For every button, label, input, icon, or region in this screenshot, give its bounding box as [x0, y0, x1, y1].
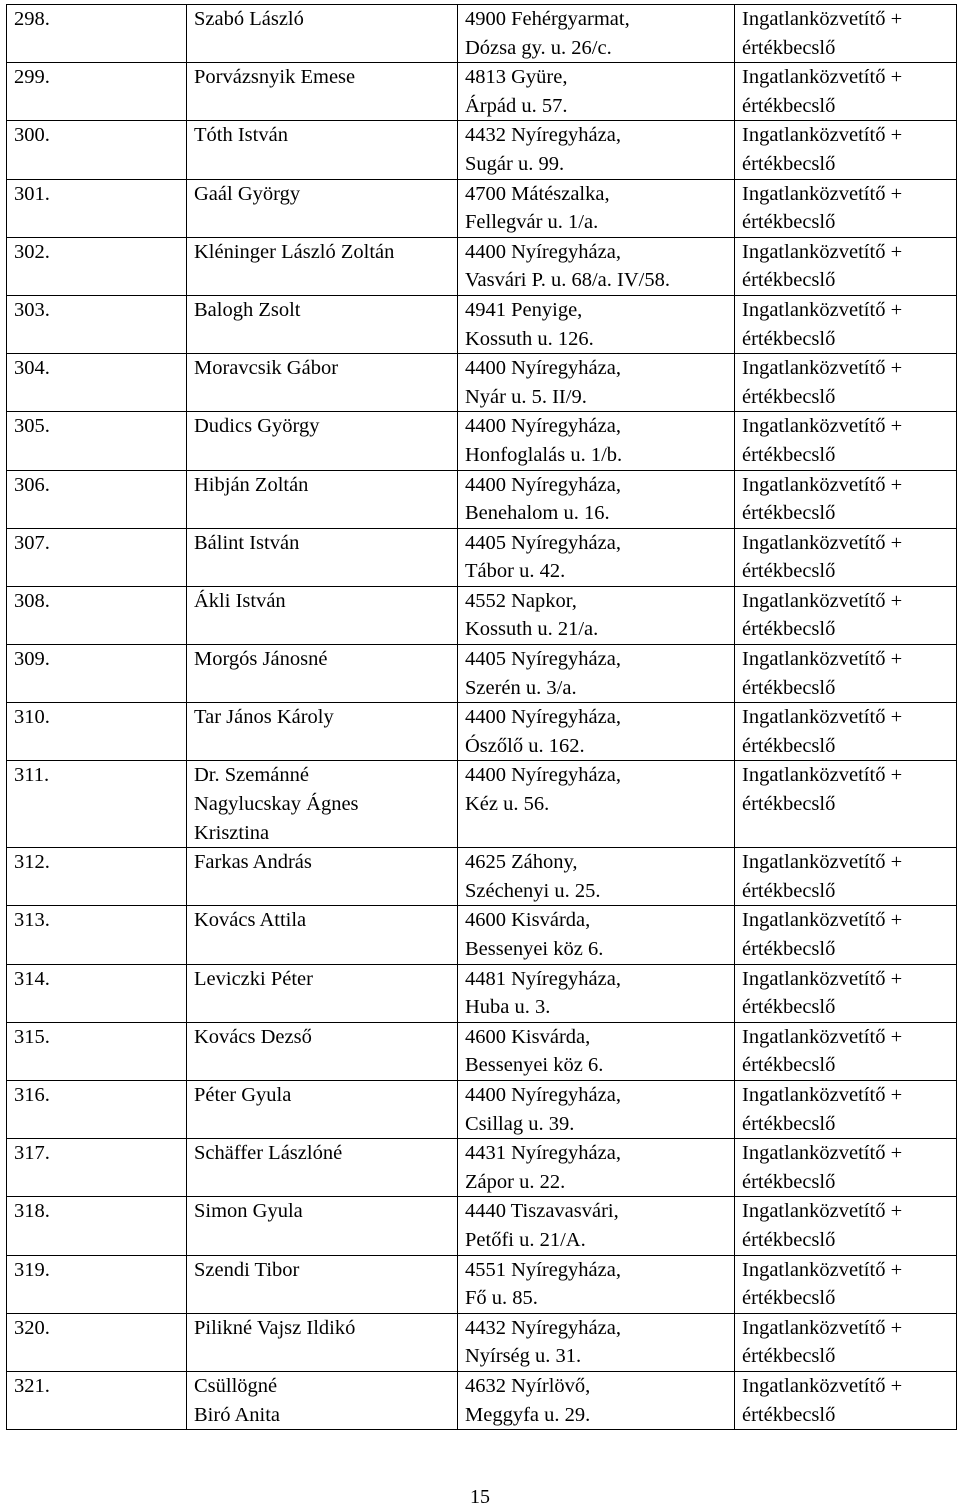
address-line: Bessenyei köz 6. [465, 1054, 604, 1077]
address-cell [458, 354, 735, 412]
qualification-cell [735, 412, 957, 470]
address-cell [458, 848, 735, 906]
qualification-line: Ingatlanközvetítő + [742, 124, 903, 147]
qualification-line: értékbecslő [742, 211, 836, 234]
table-row [7, 645, 957, 703]
qualification-line: értékbecslő [742, 36, 836, 59]
person-name-line: Simon Gyula [194, 1200, 303, 1223]
table-row [7, 412, 957, 470]
table-row [7, 1080, 957, 1138]
qualification-cell [735, 354, 957, 412]
address-cell [458, 1313, 735, 1371]
address-line: Petőfi u. 21/A. [465, 1228, 586, 1251]
table-row [7, 964, 957, 1022]
table-row [7, 179, 957, 237]
qualification-line: Ingatlanközvetítő + [742, 1083, 903, 1106]
qualification-cell [735, 1313, 957, 1371]
person-name-line: Balogh Zsolt [194, 298, 301, 321]
registry-table [6, 4, 957, 1430]
qualification-line: Ingatlanközvetítő + [742, 182, 903, 205]
address-line: Tábor u. 42. [465, 560, 566, 583]
row-number: 310. [7, 703, 187, 761]
person-name-cell [187, 645, 458, 703]
qualification-line: értékbecslő [742, 443, 836, 466]
address-line: Benehalom u. 16. [465, 502, 610, 525]
row-number: 317. [7, 1139, 187, 1197]
person-name-line: Kovács Dezső [194, 1025, 312, 1048]
table-row [7, 470, 957, 528]
qualification-line: értékbecslő [742, 734, 836, 757]
address-line: Kossuth u. 126. [465, 327, 594, 350]
row-number: 311. [7, 761, 187, 848]
address-line: 4400 Nyíregyháza, [465, 357, 621, 380]
person-name-line: Kovács Attila [194, 909, 307, 932]
qualification-line: Ingatlanközvetítő + [742, 1258, 903, 1281]
qualification-cell [735, 761, 957, 848]
address-line: 4400 Nyíregyháza, [465, 240, 621, 263]
qualification-line: Ingatlanközvetítő + [742, 589, 903, 612]
address-cell [458, 412, 735, 470]
person-name-cell [187, 1080, 458, 1138]
qualification-cell [735, 1022, 957, 1080]
address-line: Meggyfa u. 29. [465, 1403, 591, 1426]
address-cell [458, 645, 735, 703]
person-name-cell [187, 528, 458, 586]
address-cell [458, 179, 735, 237]
qualification-cell [735, 1080, 957, 1138]
address-line: 4600 Kisvárda, [465, 1025, 591, 1048]
qualification-cell [735, 1371, 957, 1429]
person-name-cell [187, 121, 458, 179]
address-line: Fő u. 85. [465, 1287, 538, 1310]
person-name-cell [187, 1255, 458, 1313]
qualification-line: Ingatlanközvetítő + [742, 909, 903, 932]
row-number: 320. [7, 1313, 187, 1371]
table-row [7, 703, 957, 761]
qualification-line: Ingatlanközvetítő + [742, 66, 903, 89]
qualification-cell [735, 964, 957, 1022]
row-number: 316. [7, 1080, 187, 1138]
qualification-cell [735, 5, 957, 63]
qualification-line: Ingatlanközvetítő + [742, 706, 903, 729]
qualification-line: értékbecslő [742, 152, 836, 175]
person-name-line: Biró Anita [194, 1403, 280, 1426]
address-line: Szerén u. 3/a. [465, 676, 577, 699]
qualification-line: értékbecslő [742, 502, 836, 525]
address-line: 4431 Nyíregyháza, [465, 1142, 621, 1165]
row-number: 303. [7, 295, 187, 353]
qualification-line: értékbecslő [742, 560, 836, 583]
qualification-line: Ingatlanközvetítő + [742, 531, 903, 554]
address-line: Sugár u. 99. [465, 152, 565, 175]
qualification-cell [735, 1197, 957, 1255]
qualification-cell [735, 1255, 957, 1313]
row-number: 308. [7, 586, 187, 644]
person-name-cell [187, 964, 458, 1022]
qualification-line: értékbecslő [742, 996, 836, 1019]
row-number: 312. [7, 848, 187, 906]
address-cell [458, 237, 735, 295]
qualification-line: értékbecslő [742, 1345, 836, 1368]
qualification-line: Ingatlanközvetítő + [742, 8, 903, 30]
person-name-line: Szabó László [194, 8, 304, 30]
person-name-line: Bálint István [194, 531, 300, 554]
person-name-line: Schäffer Lászlóné [194, 1142, 343, 1165]
person-name-line: Tóth István [194, 124, 288, 147]
address-line: 4400 Nyíregyháza, [465, 706, 621, 729]
qualification-cell [735, 703, 957, 761]
qualification-line: Ingatlanközvetítő + [742, 240, 903, 263]
row-number: 315. [7, 1022, 187, 1080]
address-cell [458, 1080, 735, 1138]
person-name-line: Farkas András [194, 851, 312, 874]
address-cell [458, 703, 735, 761]
address-line: 4625 Záhony, [465, 851, 578, 874]
address-line: 4481 Nyíregyháza, [465, 967, 621, 990]
qualification-cell [735, 848, 957, 906]
qualification-cell [735, 586, 957, 644]
row-number: 302. [7, 237, 187, 295]
table-row [7, 63, 957, 121]
address-line: 4941 Penyige, [465, 298, 583, 321]
table-row [7, 1139, 957, 1197]
qualification-line: értékbecslő [742, 618, 836, 641]
qualification-cell [735, 645, 957, 703]
qualification-cell [735, 121, 957, 179]
person-name-line: Kléninger László Zoltán [194, 240, 395, 263]
address-line: Vasvári P. u. 68/a. IV/58. [465, 269, 670, 292]
address-cell [458, 121, 735, 179]
address-line: 4900 Fehérgyarmat, [465, 8, 630, 30]
address-line: Huba u. 3. [465, 996, 551, 1019]
person-name-cell [187, 761, 458, 848]
person-name-cell [187, 586, 458, 644]
address-line: Fellegvár u. 1/a. [465, 211, 599, 234]
address-line: 4400 Nyíregyháza, [465, 473, 621, 496]
address-line: 4632 Nyírlövő, [465, 1374, 591, 1397]
address-line: Árpád u. 57. [465, 94, 568, 117]
person-name-cell [187, 1371, 458, 1429]
address-line: 4432 Nyíregyháza, [465, 124, 621, 147]
address-cell [458, 63, 735, 121]
address-line: Kossuth u. 21/a. [465, 618, 599, 641]
address-line: Kéz u. 56. [465, 793, 550, 816]
qualification-line: értékbecslő [742, 793, 836, 816]
address-line: Bessenyei köz 6. [465, 938, 604, 960]
table-row [7, 1022, 957, 1080]
address-line: 4551 Nyíregyháza, [465, 1258, 621, 1281]
qualification-cell [735, 470, 957, 528]
qualification-line: Ingatlanközvetítő + [742, 764, 903, 787]
address-cell [458, 964, 735, 1022]
qualification-line: Ingatlanközvetítő + [742, 851, 903, 874]
row-number: 305. [7, 412, 187, 470]
address-cell [458, 1371, 735, 1429]
address-line: Ószőlő u. 162. [465, 734, 585, 757]
person-name-line: Pilikné Vajsz Ildikó [194, 1316, 356, 1339]
registry-table-body [7, 5, 957, 1430]
person-name-cell [187, 5, 458, 63]
qualification-line: értékbecslő [742, 879, 836, 902]
qualification-line: Ingatlanközvetítő + [742, 1374, 903, 1397]
qualification-line: értékbecslő [742, 1403, 836, 1426]
table-row [7, 1255, 957, 1313]
address-cell [458, 5, 735, 63]
qualification-cell [735, 237, 957, 295]
row-number: 318. [7, 1197, 187, 1255]
row-number: 321. [7, 1371, 187, 1429]
person-name-cell [187, 848, 458, 906]
row-number: 314. [7, 964, 187, 1022]
qualification-line: Ingatlanközvetítő + [742, 1025, 903, 1048]
qualification-line: értékbecslő [742, 1170, 836, 1193]
address-line: 4440 Tiszavasvári, [465, 1200, 619, 1223]
row-number: 298. [7, 5, 187, 63]
address-cell [458, 1139, 735, 1197]
address-line: Csillag u. 39. [465, 1112, 575, 1135]
row-number: 300. [7, 121, 187, 179]
page-number: 15 [470, 1486, 490, 1508]
address-cell [458, 1255, 735, 1313]
qualification-line: Ingatlanközvetítő + [742, 1142, 903, 1165]
table-row [7, 5, 957, 63]
address-cell [458, 295, 735, 353]
person-name-line: Dudics György [194, 415, 320, 438]
address-line: Honfoglalás u. 1/b. [465, 443, 623, 466]
qualification-line: értékbecslő [742, 938, 836, 960]
qualification-line: Ingatlanközvetítő + [742, 1200, 903, 1223]
address-cell [458, 528, 735, 586]
row-number: 306. [7, 470, 187, 528]
person-name-cell [187, 1313, 458, 1371]
qualification-cell [735, 295, 957, 353]
person-name-cell [187, 295, 458, 353]
address-cell [458, 470, 735, 528]
address-line: 4700 Mátészalka, [465, 182, 610, 205]
person-name-line: Szendi Tibor [194, 1258, 300, 1281]
person-name-cell [187, 470, 458, 528]
qualification-line: értékbecslő [742, 1112, 836, 1135]
row-number: 319. [7, 1255, 187, 1313]
address-line: 4813 Gyüre, [465, 66, 568, 89]
qualification-line: értékbecslő [742, 327, 836, 350]
qualification-line: értékbecslő [742, 385, 836, 408]
person-name-line: Péter Gyula [194, 1083, 292, 1106]
row-number: 304. [7, 354, 187, 412]
table-row [7, 761, 957, 848]
address-cell [458, 586, 735, 644]
person-name-cell [187, 354, 458, 412]
address-cell [458, 906, 735, 964]
address-line: Zápor u. 22. [465, 1170, 566, 1193]
qualification-line: Ingatlanközvetítő + [742, 473, 903, 496]
table-row [7, 295, 957, 353]
qualification-line: Ingatlanközvetítő + [742, 298, 903, 321]
address-line: 4400 Nyíregyháza, [465, 764, 621, 787]
qualification-line: Ingatlanközvetítő + [742, 648, 903, 671]
address-cell [458, 761, 735, 848]
address-line: 4552 Napkor, [465, 589, 577, 612]
person-name-line: Morgós Jánosné [194, 648, 328, 671]
qualification-line: Ingatlanközvetítő + [742, 357, 903, 380]
row-number: 301. [7, 179, 187, 237]
qualification-cell [735, 63, 957, 121]
person-name-line: Porvázsnyik Emese [194, 66, 356, 89]
qualification-line: értékbecslő [742, 94, 836, 117]
qualification-line: Ingatlanközvetítő + [742, 415, 903, 438]
qualification-line: Ingatlanközvetítő + [742, 967, 903, 990]
address-line: Széchenyi u. 25. [465, 879, 601, 902]
person-name-line: Gaál György [194, 182, 301, 205]
person-name-cell [187, 1197, 458, 1255]
person-name-line: Hibján Zoltán [194, 473, 309, 496]
qualification-line: értékbecslő [742, 1287, 836, 1310]
address-line: 4405 Nyíregyháza, [465, 531, 621, 554]
qualification-line: értékbecslő [742, 269, 836, 292]
person-name-line: Krisztina [194, 821, 270, 844]
table-row [7, 1313, 957, 1371]
person-name-cell [187, 237, 458, 295]
address-line: Dózsa gy. u. 26/c. [465, 36, 612, 59]
address-line: Nyár u. 5. II/9. [465, 385, 587, 408]
qualification-cell [735, 1139, 957, 1197]
person-name-line: Ákli István [194, 589, 286, 612]
address-cell [458, 1022, 735, 1080]
qualification-line: Ingatlanközvetítő + [742, 1316, 903, 1339]
person-name-line: Leviczki Péter [194, 967, 313, 990]
table-row [7, 586, 957, 644]
row-number: 307. [7, 528, 187, 586]
qualification-cell [735, 528, 957, 586]
person-name-line: Csüllögné [194, 1374, 278, 1397]
person-name-line: Nagylucskay Ágnes [194, 793, 359, 816]
address-line: Nyírség u. 31. [465, 1345, 582, 1368]
address-line: 4432 Nyíregyháza, [465, 1316, 621, 1339]
address-cell [458, 1197, 735, 1255]
person-name-line: Moravcsik Gábor [194, 357, 339, 380]
person-name-cell [187, 63, 458, 121]
person-name-line: Tar János Károly [194, 706, 334, 729]
qualification-line: értékbecslő [742, 676, 836, 699]
person-name-cell [187, 703, 458, 761]
person-name-cell [187, 179, 458, 237]
address-line: 4400 Nyíregyháza, [465, 415, 621, 438]
table-row [7, 1371, 957, 1429]
person-name-cell [187, 906, 458, 964]
table-row [7, 237, 957, 295]
qualification-cell [735, 906, 957, 964]
table-row [7, 354, 957, 412]
table-row [7, 121, 957, 179]
person-name-cell [187, 1139, 458, 1197]
table-row [7, 848, 957, 906]
person-name-line: Dr. Szemánné [194, 764, 309, 787]
person-name-cell [187, 412, 458, 470]
table-row [7, 1197, 957, 1255]
qualification-cell [735, 179, 957, 237]
row-number: 309. [7, 645, 187, 703]
row-number: 313. [7, 906, 187, 964]
row-number: 299. [7, 63, 187, 121]
qualification-line: értékbecslő [742, 1054, 836, 1077]
qualification-line: értékbecslő [742, 1228, 836, 1251]
table-row [7, 906, 957, 964]
table-row [7, 528, 957, 586]
address-line: 4405 Nyíregyháza, [465, 648, 621, 671]
address-line: 4400 Nyíregyháza, [465, 1083, 621, 1106]
person-name-cell [187, 1022, 458, 1080]
address-line: 4600 Kisvárda, [465, 909, 591, 932]
